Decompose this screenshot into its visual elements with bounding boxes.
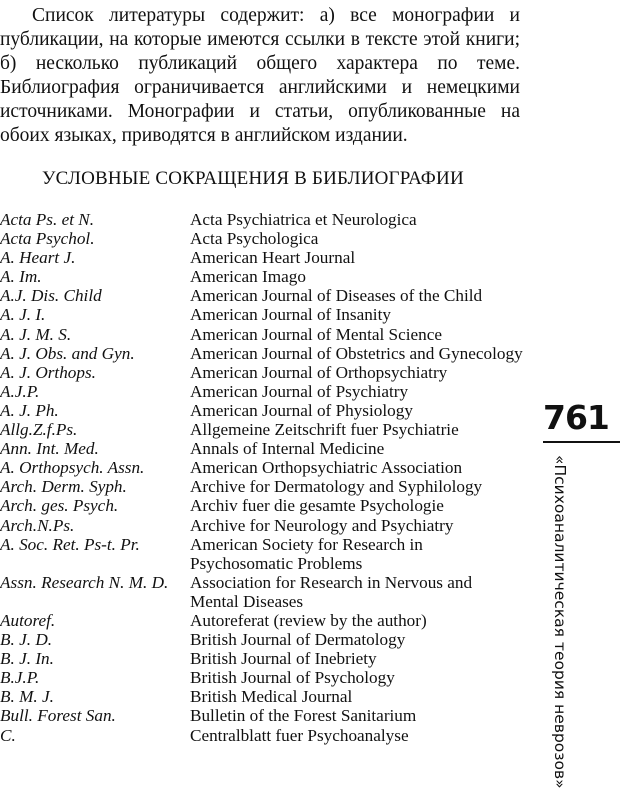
abbreviation-row: [0, 573, 525, 611]
abbreviation-term: A. J. Obs. and Gyn.: [0, 343, 135, 363]
abbreviation-term: A. Im.: [0, 267, 42, 287]
abbreviation-expansion: American Journal of Mental Science: [190, 324, 442, 344]
abbreviation-term: A. Heart J.: [0, 248, 76, 268]
abbreviation-expansion: American Journal of Obstetrics and Gynecology: [190, 343, 523, 363]
abbreviation-term: Bull. Forest San.: [0, 706, 116, 726]
abbreviation-term: B. M. J.: [0, 687, 54, 707]
abbreviation-term: A. J. Orthops.: [0, 362, 96, 382]
abbreviation-expansion: American Journal of Diseases of the Child: [190, 286, 483, 306]
abbreviation-row: [0, 726, 525, 745]
abbreviations-list: [0, 210, 525, 745]
abbreviation-row: [0, 458, 525, 477]
abbreviation-term: Ann. Int. Med.: [0, 439, 99, 459]
abbreviation-expansion: British Journal of Dermatology: [190, 630, 406, 650]
abbreviation-expansion: British Journal of Inebriety: [190, 649, 377, 669]
abbreviation-row: [0, 325, 525, 344]
abbreviation-term: B. J. In.: [0, 649, 54, 669]
abbreviation-term: Acta Ps. et N.: [0, 210, 95, 229]
abbreviation-term: A. Orthopsych. Assn.: [0, 458, 145, 478]
abbreviation-row: [0, 210, 525, 229]
abbreviation-row: [0, 668, 525, 687]
abbreviation-expansion: Annals of Internal Medicine: [190, 439, 385, 459]
abbreviation-term: B. J. D.: [0, 630, 53, 650]
abbreviation-expansion: American Heart Journal: [190, 248, 356, 268]
abbreviation-term: Acta Psychol.: [0, 229, 95, 249]
abbreviation-expansion: American Journal of Psychiatry: [190, 381, 409, 401]
abbreviation-term: A. J. I.: [0, 305, 46, 325]
abbreviation-expansion: American Journal of Physiology: [190, 400, 413, 420]
abbreviation-row: [0, 649, 525, 668]
abbreviation-row: [0, 420, 525, 439]
abbreviation-row: [0, 344, 525, 363]
abbreviation-term: Assn. Research N. M. D.: [0, 572, 169, 592]
abbreviation-expansion: Association for Research in Nervous and Mental Diseases: [190, 572, 473, 611]
abbreviation-row: [0, 516, 525, 535]
abbreviation-term: Arch. Derm. Syph.: [0, 477, 127, 497]
abbreviation-expansion: British Medical Journal: [190, 687, 353, 707]
page-number-rule: [543, 441, 620, 443]
section-title: УСЛОВНЫЕ СОКРАЩЕНИЯ В БИБЛИОГРАФИИ: [42, 168, 464, 189]
abbreviation-term: Autoref.: [0, 610, 56, 630]
abbreviation-term: A.J.P.: [0, 381, 40, 401]
abbreviation-expansion: Archive for Neurology and Psychiatry: [190, 515, 454, 535]
abbreviation-expansion: Centralblatt fuer Psychoanalyse: [190, 725, 409, 745]
abbreviation-expansion: American Society for Research in Psychosomatic Problems: [190, 534, 423, 573]
abbreviation-row: [0, 305, 525, 324]
abbreviation-term: C.: [0, 725, 16, 745]
abbreviation-expansion: American Journal of Orthopsychiatry: [190, 362, 448, 382]
abbreviation-expansion: Archiv fuer die gesamte Psychologie: [190, 496, 444, 516]
abbreviation-row: [0, 477, 525, 496]
abbreviation-expansion: Acta Psychologica: [190, 229, 319, 249]
abbreviation-row: [0, 286, 525, 305]
abbreviation-expansion: Bulletin of the Forest Sanitarium: [190, 706, 417, 726]
abbreviation-row: [0, 363, 525, 382]
running-head: «Психоаналитическая теория неврозов»: [551, 455, 569, 789]
abbreviation-row: [0, 630, 525, 649]
abbreviation-term: A. J. Ph.: [0, 400, 59, 420]
abbreviation-term: Arch.N.Ps.: [0, 515, 75, 535]
abbreviation-row: [0, 706, 525, 725]
abbreviation-term: B.J.P.: [0, 668, 40, 688]
abbreviation-row: [0, 687, 525, 706]
page-number: 761: [543, 398, 609, 437]
abbreviation-expansion: American Imago: [190, 267, 306, 287]
abbreviation-row: [0, 401, 525, 420]
abbreviation-row: [0, 229, 525, 248]
abbreviation-row: [0, 535, 525, 573]
abbreviation-row: [0, 382, 525, 401]
abbreviation-row: [0, 267, 525, 286]
abbreviation-expansion: Allgemeine Zeitschrift fuer Psychiatrie: [190, 420, 459, 440]
abbreviation-term: A. J. M. S.: [0, 324, 72, 344]
abbreviation-term: Arch. ges. Psych.: [0, 496, 119, 516]
abbreviation-term: A. Soc. Ret. Ps-t. Pr.: [0, 534, 140, 554]
abbreviation-row: [0, 439, 525, 458]
abbreviation-row: [0, 248, 525, 267]
abbreviation-expansion: Acta Psychiatrica et Neurologica: [190, 210, 417, 229]
abbreviation-expansion: British Journal of Psychology: [190, 668, 395, 688]
abbreviation-expansion: Archive for Dermatology and Syphilology: [190, 477, 483, 497]
intro-paragraph: Список литературы содержит: а) все монографии и публикации, на которые имеются ссылки в тексте этой книги; б) несколько публикаций общего характера по теме. Библиография ограничивается английскими и немецкими источниками. Монографии и статьи, опубликованные на обоих языках, приводятся в английском издании.: [0, 5, 520, 146]
abbreviations-table: [0, 210, 525, 745]
abbreviation-expansion: American Orthopsychiatric Association: [190, 458, 463, 478]
abbreviation-expansion: Autoreferat (review by the author): [190, 610, 427, 630]
abbreviation-row: [0, 611, 525, 630]
abbreviation-row: [0, 496, 525, 515]
abbreviation-term: Allg.Z.f.Ps.: [0, 420, 78, 440]
abbreviation-expansion: American Journal of Insanity: [190, 305, 391, 325]
abbreviation-term: A.J. Dis. Child: [0, 286, 102, 306]
